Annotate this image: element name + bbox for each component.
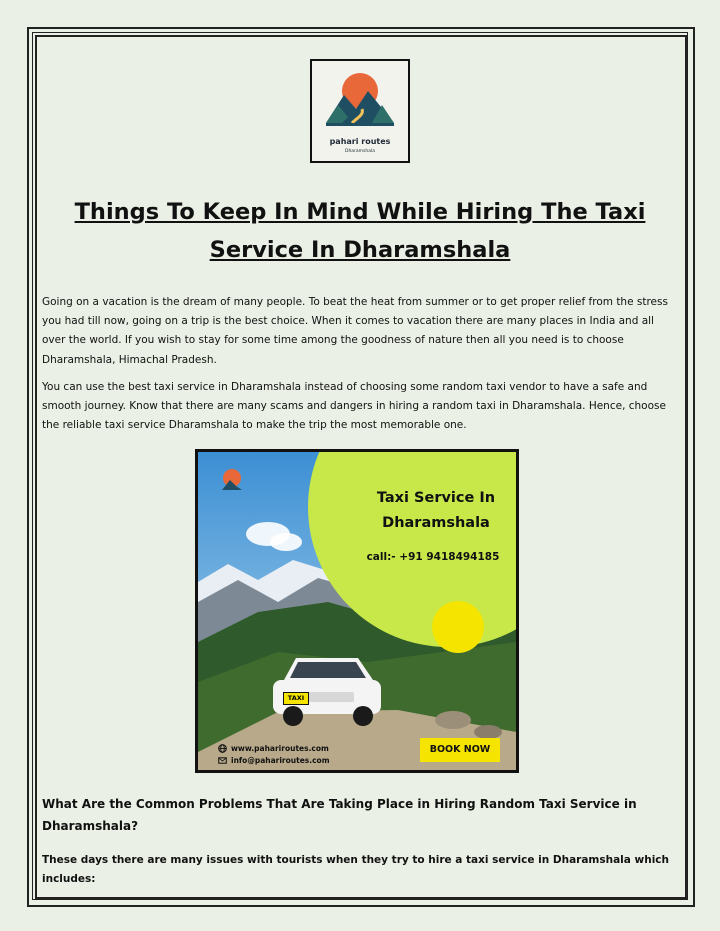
promo-phone-number: call:- +91 9418494185 — [366, 551, 500, 563]
logo-brand-name: pahari routes — [329, 137, 391, 146]
mail-icon — [218, 756, 227, 765]
pahari-routes-logo — [310, 59, 410, 163]
intro-paragraph: Going on a vacation is the dream of many people. To beat the heat from summer or to get proper relief from the stress you had till now, going on a trip is the best choice. When it comes to vacation there are many places in India and all over the world. If you wish to stay for some time among the goodness of nature then all you need is to choose Dharamshala, Himachal Pradesh. — [42, 296, 668, 366]
taxi-sign: TAXI — [283, 692, 309, 705]
logo-mountain-icon — [312, 61, 408, 161]
taxi-promo-banner — [195, 449, 519, 773]
globe-icon — [218, 744, 227, 753]
promo-title-line1: Taxi Service In — [376, 490, 496, 506]
document-title: Things To Keep In Mind While Hiring The Taxi Service In Dharamshala — [74, 199, 646, 263]
section-heading: What Are the Common Problems That Are Taking Place in Hiring Random Taxi Service in Dharamshala? — [42, 797, 637, 833]
section-intro-paragraph: These days there are many issues with tourists when they try to hire a taxi service in Dharamshala which includes: — [42, 854, 669, 885]
promo-email — [218, 756, 330, 765]
website-text: www.pahariroutes.com — [231, 744, 329, 753]
promo-title-line2: Dharamshala — [382, 515, 490, 531]
body-paragraph: You can use the best taxi service in Dharamshala instead of choosing some random taxi vendor to have a safe and smooth journey. Know that there are many scams and dangers in hiring a random taxi in Dharamshala. Hence, choose the reliable taxi service Dharamshala to make the trip the most memorable one. — [42, 381, 666, 432]
logo-location: Dharamshala — [344, 149, 376, 154]
promo-website — [218, 744, 329, 753]
email-text: info@pahariroutes.com — [231, 756, 330, 765]
book-now-button[interactable]: BOOK NOW — [420, 738, 500, 762]
